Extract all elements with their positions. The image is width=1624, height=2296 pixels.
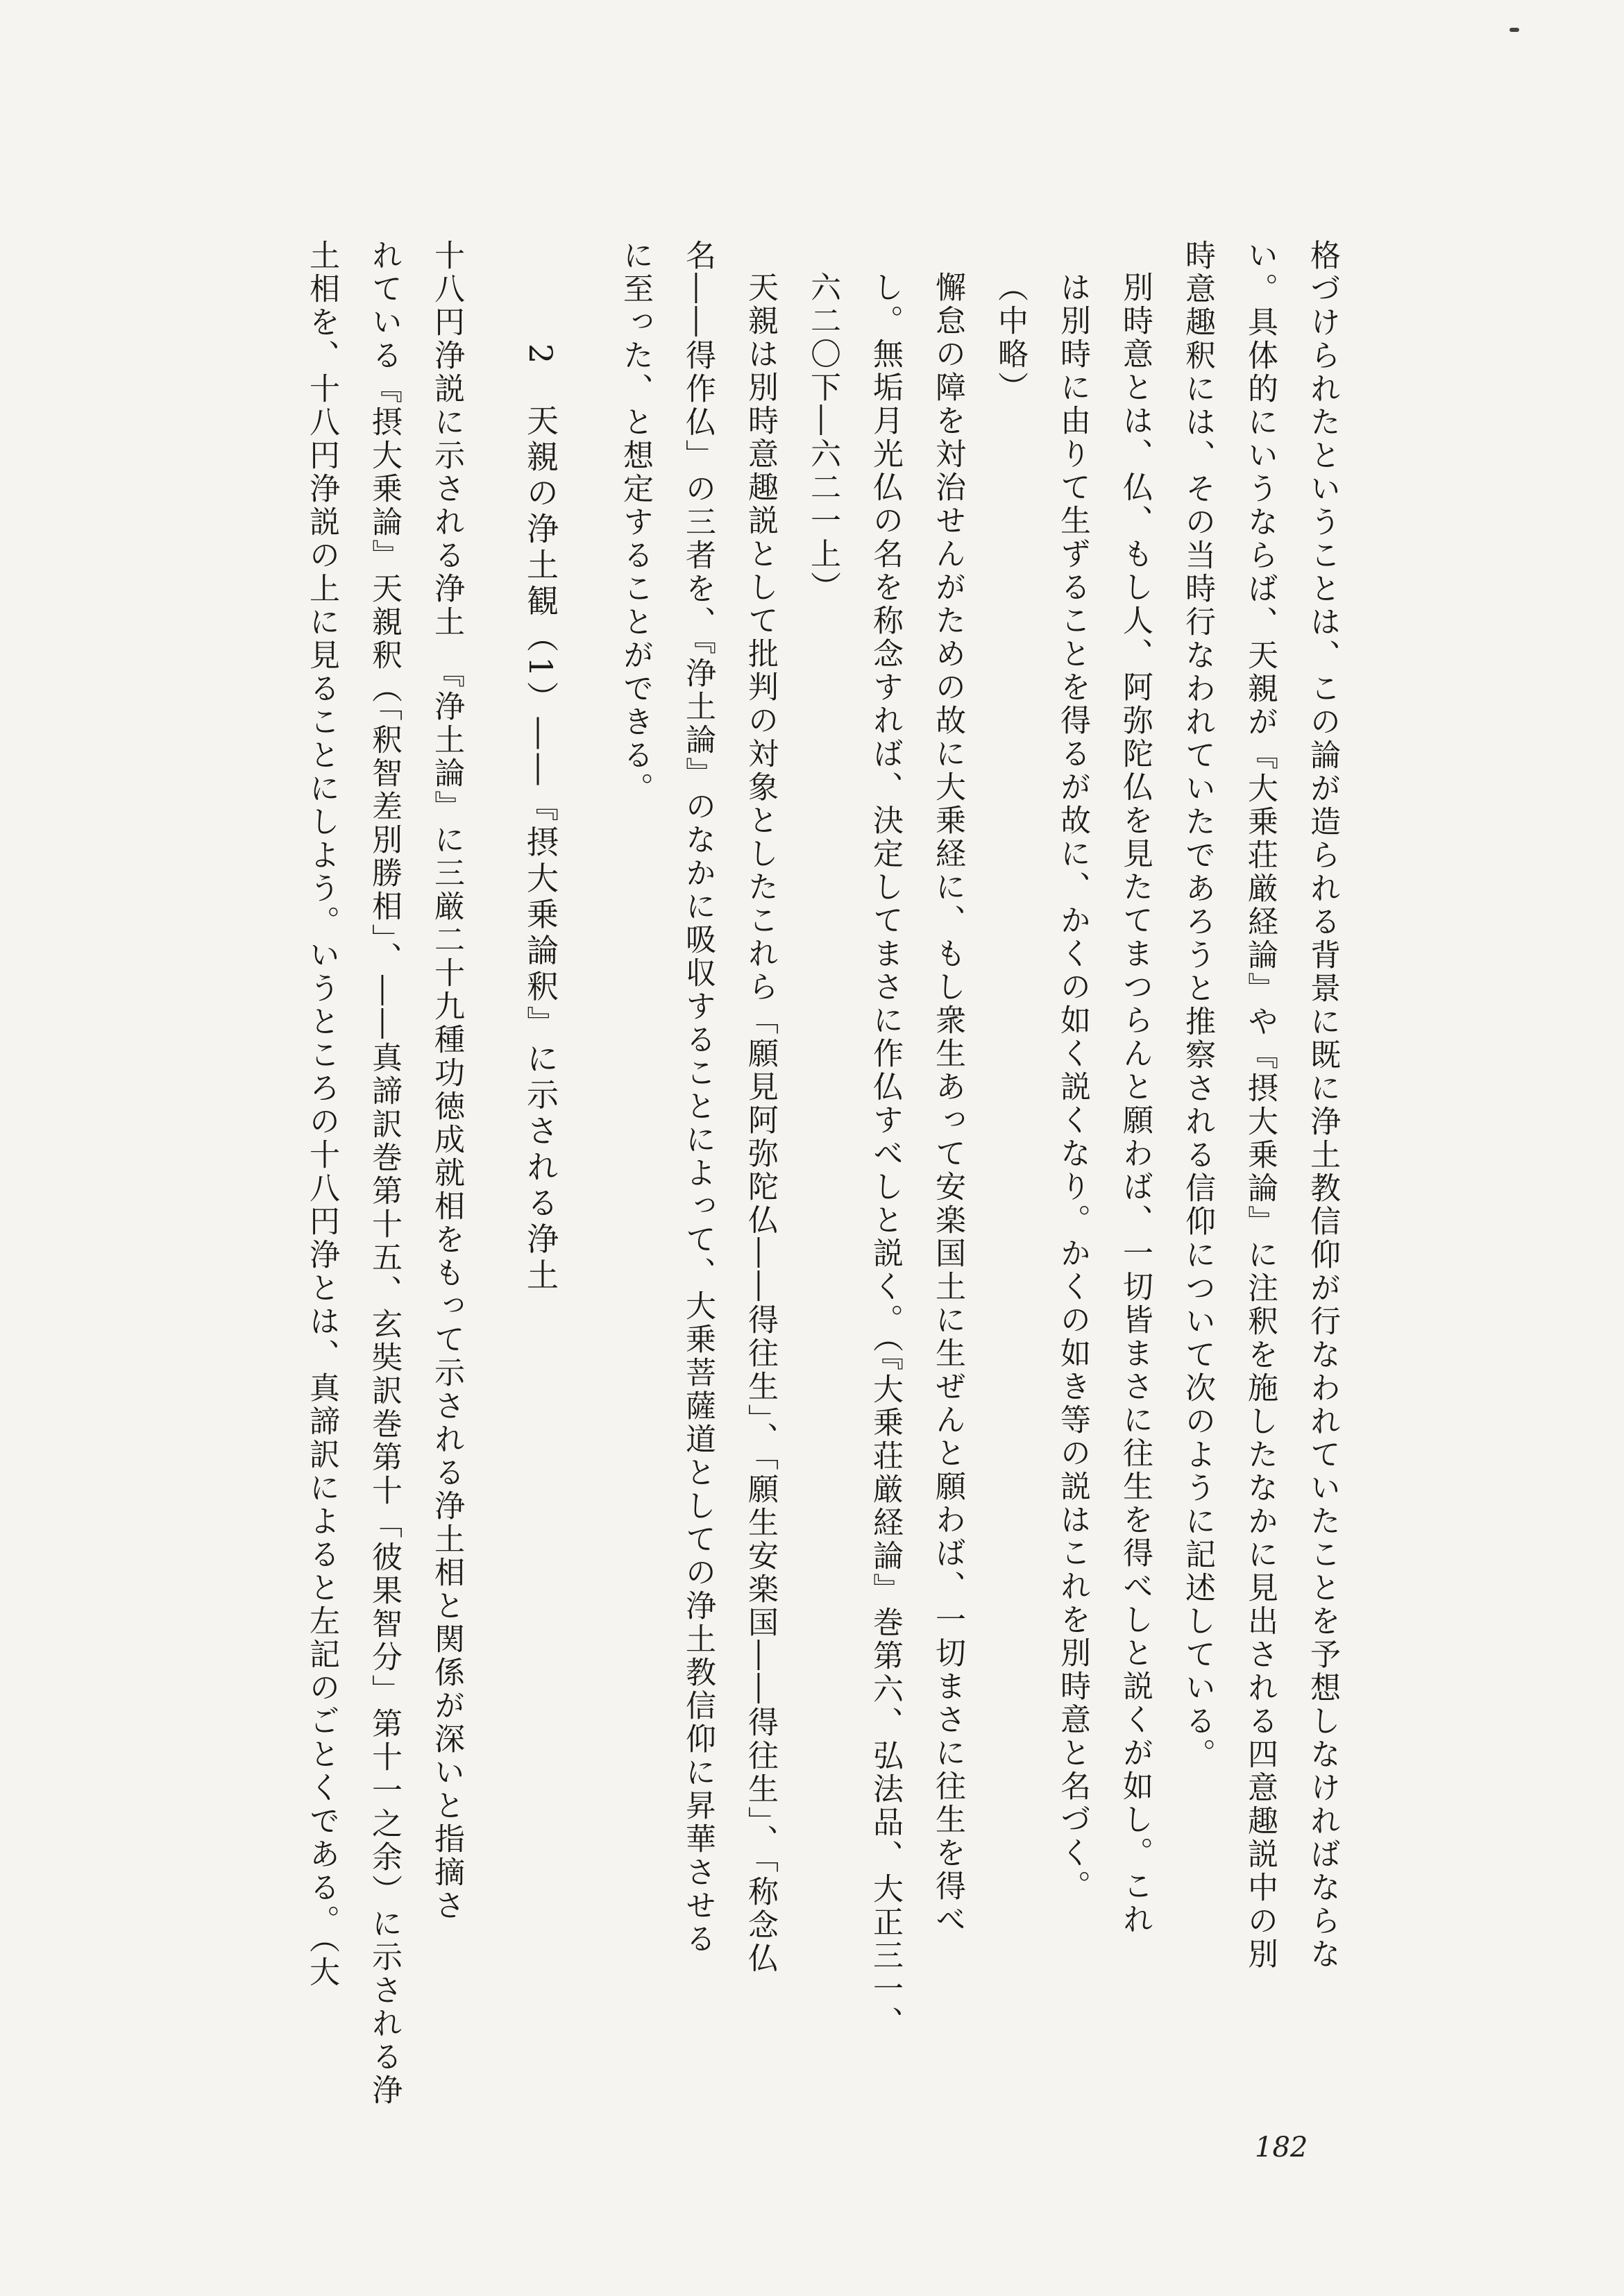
quote-column: 懈怠の障を対治せんがための故に大乗経に、もし衆生あって安楽国土に生ぜんと願わば、一切まさに往生を得べ [930,271,965,1937]
quote-column: し。無垢月光仏の名を称念すれば、決定してまさに作仏すべしと説く。（『大乗荘厳経論』巻第六、弘法品、大正三一、 [868,271,903,2039]
text-column: 天親は別時意趣説として批判の対象としたこれら「願見阿弥陀仏――得往生」、「願生安楽国――得往生」、「称念仏 [743,271,778,1975]
text-column: 時意趣釈には、その当時行なわれていたであろうと推察される信仰について次のように記述している。 [1180,239,1215,1771]
ink-speck [1509,28,1519,32]
quote-column: 別時意とは、仏、もし人、阿弥陀仏を見たてまつらんと願わば、一切皆まさに往生を得べしと説くが如し。これ [1117,271,1153,1937]
section-gap [572,239,604,2071]
section-heading: 2 天親の浄土観（1）――『摂大乗論釈』に示される浄土 [522,343,559,1295]
text-column: 土相を、十八円浄説の上に見ることにしよう。いうところの十八円浄とは、真諦訳によると左記のごとくである。（大 [304,239,339,1989]
citation-column: 六二〇下―六二一上） [805,271,840,604]
text-column: 十八円浄説に示される浄土 『浄土論』に三厳二十九種功徳成就相をもって示される浄土相と関係が深いと指摘さ [429,239,464,1923]
text-column: れている『摂大乗論』天親釈（「釈智差別勝相」、――真諦訳巻第十五、玄奘訳巻第十「彼果智分」第十一之余）に示される浄 [366,239,402,2107]
quote-column: （中略） [992,271,1028,405]
text-column: い。具体的にいうならば、天親が『大乗荘厳経論』や『摂大乗論』に注釈を施したなかに見出される四意趣説中の別 [1242,239,1278,1971]
quote-column: は別時に由りて生ずることを得るが故に、かくの如く説くなり。かくの如き等の説はこれを別時意と名づく。 [1055,271,1090,1903]
vertical-text-body [290,239,1353,2107]
section-gap [477,239,509,2071]
text-column: に至った、と想定することができる。 [618,239,653,806]
page-number: 182 [1255,2132,1308,2163]
text-column: 名――得作仏」の三者を、『浄土論』のなかに吸収することによって、大乗菩薩道としての浄土教信仰に昇華させる [680,239,716,1956]
text-column: 格づけられたということは、この論が造られる背景に既に浄土教信仰が行なわれていたことを予想しなければならな [1305,239,1340,1971]
